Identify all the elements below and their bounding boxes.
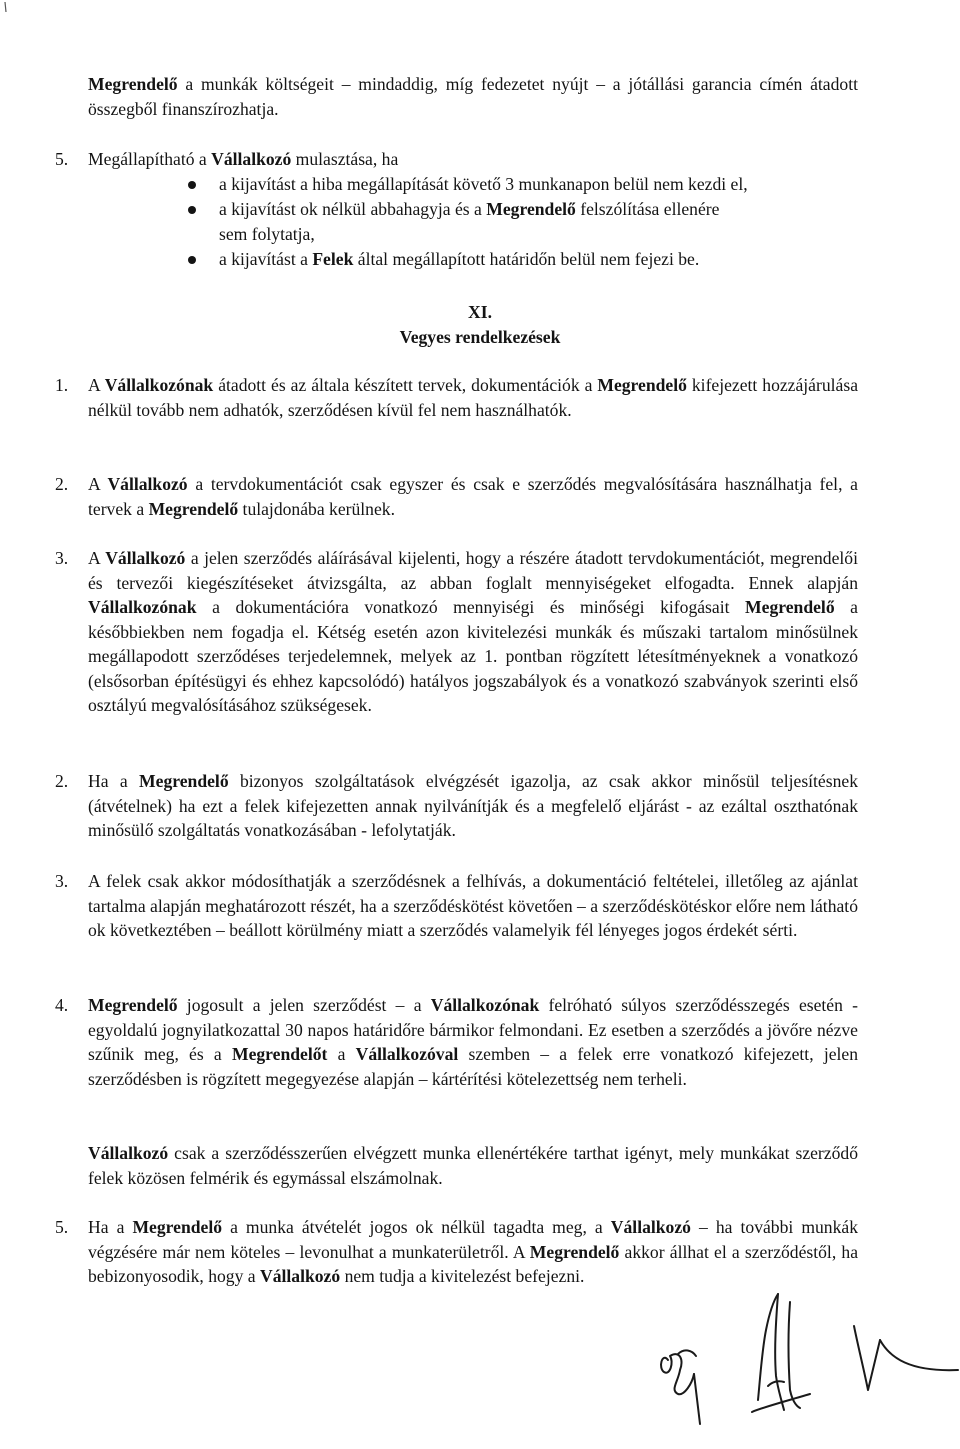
bold-term: Megrendelő [139,771,229,791]
text-run: a kijavítást a hiba megállapítását követő 3 munkanapon belül nem kezdi el, [219,174,748,194]
clause-2-text [88,472,858,521]
bold-term: Megrendelő [745,597,835,617]
intro-paragraph [88,72,858,121]
text-run: A felek csak akkor módosíthatják a szerződésnek a felhívás, a dokumentáció feltételei, illetőleg az ajánlat tartalma alapján meghatározott részét, ha a szerződéskötést követően – a szerződéskötéskor előre nem látható ok következtében – beállott körülmény miatt a szerződés valamelyik fél lényeges jogos érdekét sérti. [88,871,858,940]
clause-1-number: 1. [55,375,69,395]
bold-term: Megrendelő [529,1241,620,1262]
text-run: Ha a [88,1217,133,1237]
clause-5-text [88,1215,858,1289]
clause-4-number: 4. [55,995,69,1015]
clause-1-text [88,373,858,422]
text-run: a [327,1044,356,1064]
bold-term: Felek [312,249,354,269]
section-title: Vegyes rendelkezések [399,327,561,347]
bullet-line-2-continued [219,222,315,247]
clause-2b-number: 2. [55,771,69,791]
clause-5-number: 5. [55,1217,69,1237]
text-run: a jelen szerződés aláírásával kijelenti, hogy a részére átadott tervdokumentációt, megrendelői és tervezői kiegészítéseket átvizsgálta, az abban foglalt mennyiségeket elfogadta. Ennek alapján [88,548,858,593]
text-run: A [88,474,108,494]
text-run: bizonyos szolgáltatások elvégzését igazolja, az csak akkor minősül teljesítésnek (átvételnek) ha ezt a felek kifejezetten annak nyilvánítják és a megfelelő eljárást - az ezáltal oszthatónak minősülő szolgáltatás vonatkozásában - lefolytatják. [88,771,858,840]
text-run: szemben – a felek erre vonatkozó kifejezett, jelen szerződésben is rögzített megegyezése alapján – kártérítési kötelezettség nem terheli. [88,1044,859,1089]
bold-term: Megrendelő [88,995,178,1015]
text-run: A [88,375,105,395]
bold-term: Vállalkozó [105,548,186,568]
text-run: által megállapított határidőn belül nem fejezi be. [353,249,700,269]
bullet-line-1 [219,172,748,197]
text-run: a kijavítást ok nélkül abbahagyja és a [219,199,487,219]
text-run: a munka átvételét jogos ok nélkül tagadta meg, a [222,1217,611,1237]
bold-term: Megrendelő [597,375,687,395]
bold-term: Megrendelő [486,199,576,219]
bold-term: Vállalkozónak [430,995,540,1015]
text-run: akkor állhat el a szerződéstől, ha bebizonyosodik, hogy a [88,1241,858,1286]
text-run: a munkák költségeit – mindaddig, míg fedezetet nyújt – a jótállási garancia címén átadott összegből finanszírozhatja. [88,74,858,119]
signature-initials [640,1290,960,1440]
bullet-line-2 [219,197,719,222]
bold-term: Vállalkozó [211,149,292,169]
text-run: felróható súlyos szerződésszegés esetén - egyoldalú jognyilatkozattal 30 napos határidőre bármikor felmondani. Ez esetben a szerződés a jövőre nézve szűnik meg, és a [88,995,858,1064]
clause-2b-text [88,769,858,843]
text-run: – ha további munkák végzésére már nem köteles – levonulhat a munkaterületről. A [88,1217,859,1262]
text-run: Megállapítható a [88,149,212,169]
text-run: a kijavítást a [219,249,313,269]
bold-term: Megrendelő [132,1217,223,1237]
text-run: kifejezett hozzájárulása nélkül tovább nem adhatók, szerződésen kívül fel nem használhatók. [88,375,859,420]
clause-2-number: 2. [55,474,69,494]
text-run: a későbbiekben nem fogadja el. Kétség esetén azon kivitelezési munkák és műszaki tartalom minősülnek megállapodott szerződéses terjedelemnek, melyek az 1. pontban rögzített létesítményeknek a vonatkozó (elsősorban építésügyi és ehhez kapcsolódó) hatályos jogszabályok és a vonatkozó szabványok szerinti első osztályú megvalósításához szükségesek. [88,597,858,715]
text-run: a tervdokumentációt csak egyszer és csak e szerződés megvalósítására használhatja fel, a tervek a [88,474,858,519]
bold-term: Vállalkozónak [88,597,197,617]
bold-term: Megrendelőt [231,1044,328,1064]
bold-term: Megrendelő [148,498,239,519]
text-run: csak a szerződésszerűen elvégzett munka ellenértékére tarthat igényt, mely munkákat szerződő felek közösen felmérik és egymással elszámolnak. [88,1143,858,1188]
text-run: tulajdonába kerülnek. [238,498,395,519]
clause-3b-number: 3. [55,871,69,891]
clause-4-extra-text [88,1141,858,1190]
item-5-lead [88,147,858,172]
bold-term: Vállalkozó [88,1143,169,1163]
bold-term: Vállalkozónak [104,375,214,395]
clause-3-text [88,546,858,718]
bold-term: Megrendelő [88,74,178,94]
bullet-line-3 [219,247,699,272]
clause-4-text [88,993,858,1091]
text-run: a dokumentációra vonatkozó mennyiségi és minőségi kifogásait [196,597,746,617]
text-run: felszólítása ellenére [575,199,720,219]
bold-term: Vállalkozó [107,474,188,494]
bold-term: Vállalkozó [260,1266,341,1286]
clause-3-number: 3. [55,548,69,568]
text-run: Ha a [88,771,140,791]
text-run: mulasztása, ha [291,149,399,169]
text-run: nem tudja a kivitelezést befejezni. [340,1266,585,1286]
section-number: XI. [468,302,492,322]
bold-term: Vállalkozó [610,1217,691,1237]
bold-term: Vállalkozóval [355,1044,459,1064]
item-5-number: 5. [55,149,69,169]
bullet-dot [188,256,196,264]
text-run: sem folytatja, [219,224,315,244]
text-run: átadott és az általa készített tervek, dokumentációk a [213,375,598,395]
bullet-dot [188,206,196,214]
bullet-dot [188,181,196,189]
corner-mark [0,0,20,20]
clause-3b-text [88,869,858,943]
text-run: A [88,548,106,568]
text-run: jogosult a jelen szerződést – a [177,995,431,1015]
